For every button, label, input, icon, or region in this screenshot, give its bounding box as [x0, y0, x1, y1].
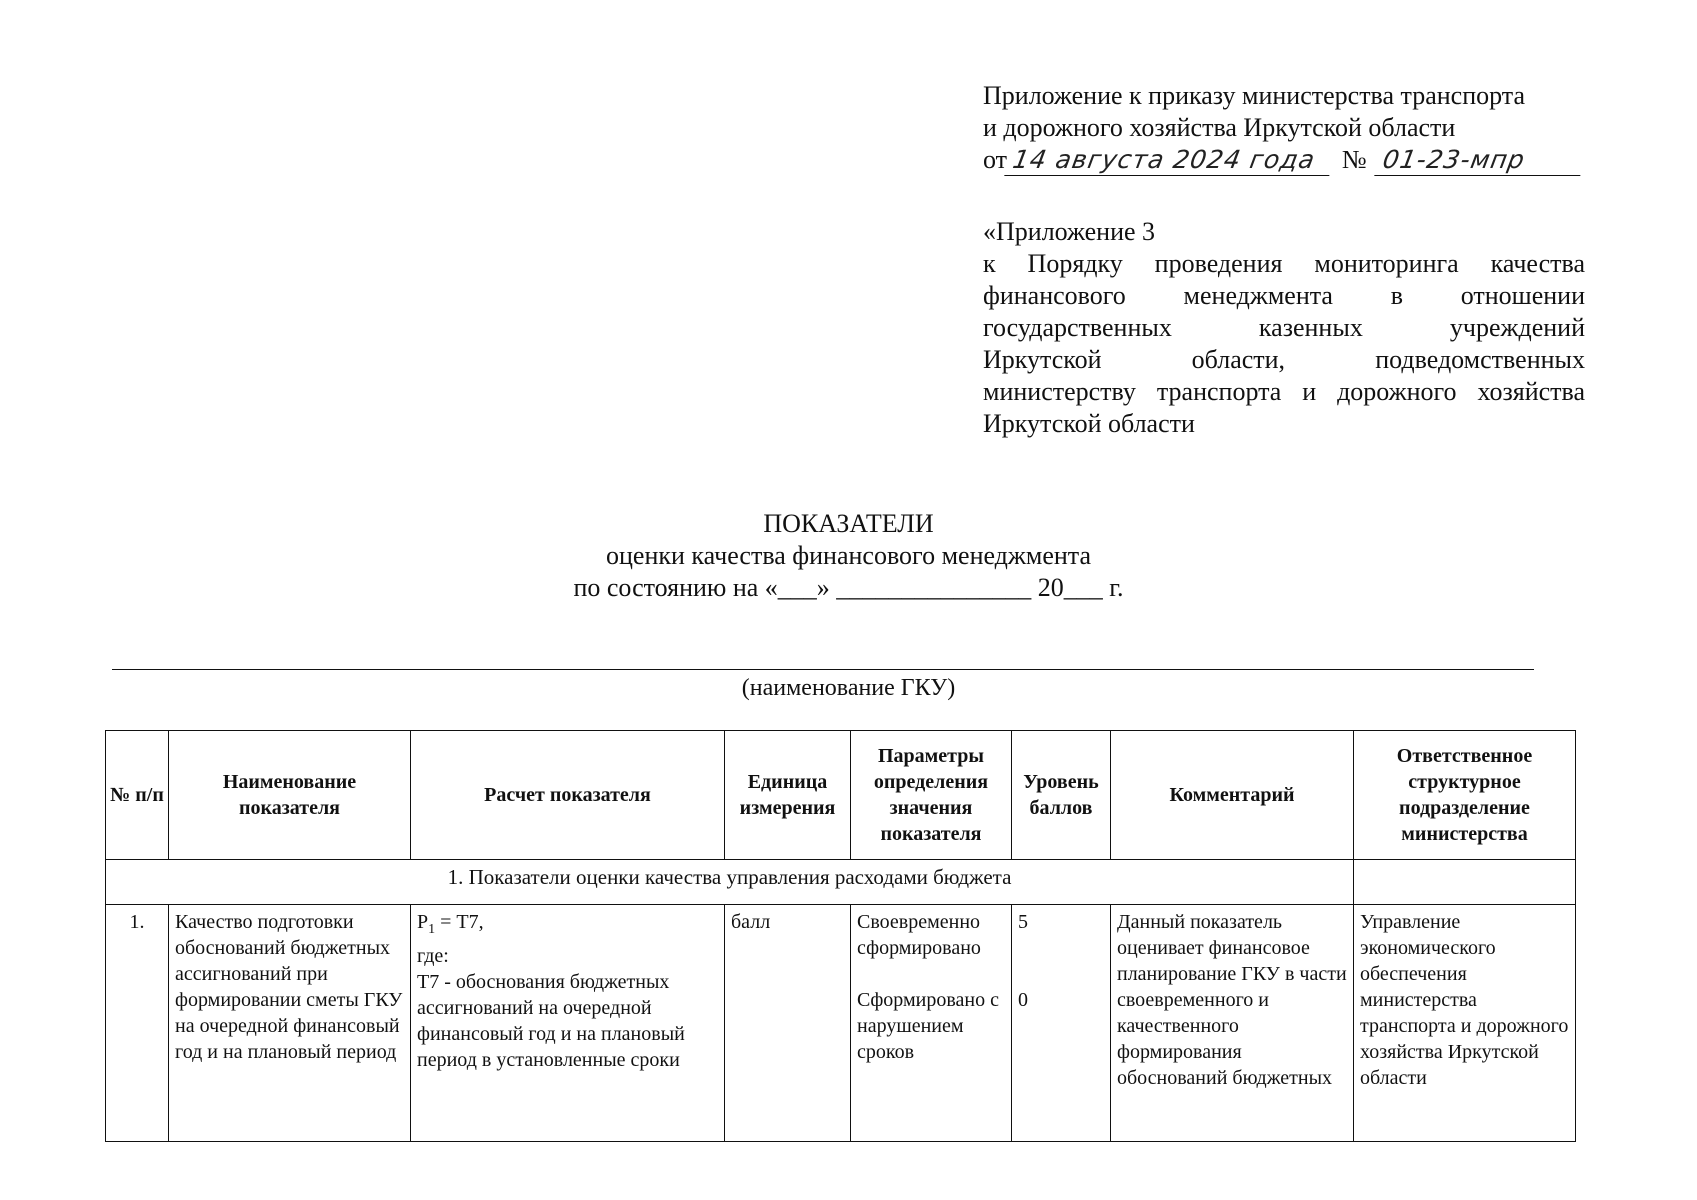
- row-dept: Управление экономического обеспечения министерства транспорта и дорожного хозяйства Иркутской области: [1354, 905, 1576, 1142]
- appendix-title: «Приложение 3: [983, 217, 1156, 246]
- param-on-time: Своевременно сформировано: [857, 911, 981, 959]
- header-dept: Ответственное структурное подразделение министерства: [1354, 731, 1576, 860]
- gku-name-line: [112, 669, 1534, 670]
- document-title: [0, 508, 1697, 604]
- row-calc: [411, 905, 725, 1142]
- appendix-line-2: финансового менеджмента в отношении: [983, 281, 1585, 310]
- section-row: [106, 860, 1576, 905]
- row-unit: балл: [725, 905, 851, 1142]
- title-sub-1: оценки качества финансового менеджмента: [606, 541, 1091, 570]
- header-num: № п/п: [106, 731, 169, 860]
- handwritten-date: 14 августа 2024 года: [1004, 145, 1334, 176]
- param-late: Сформировано с нарушением сроков: [857, 989, 999, 1063]
- header-calc: Расчет показателя: [411, 731, 725, 860]
- appendix-line-5: министерству транспорта и дорожного хозяйства: [983, 377, 1585, 406]
- table-row: [106, 905, 1576, 1142]
- header-unit: Единица измерения: [725, 731, 851, 860]
- calc-formula-rest: = Т7,: [435, 911, 484, 933]
- indicators-table: [105, 730, 1576, 1142]
- row-comment: Данный показатель оценивает финансовое планирование ГКУ в части своевременного и качественного формирования обоснований бюджетных: [1111, 905, 1354, 1142]
- title-sub-2: по состоянию на «___» _______________ 20___ г.: [573, 573, 1124, 602]
- order-date-number-line: [983, 144, 1583, 176]
- header-score: Уровень баллов: [1012, 731, 1111, 860]
- calc-formula: [417, 909, 718, 943]
- header-comment: Комментарий: [1111, 731, 1354, 860]
- handwritten-number: 01-23-мпр: [1374, 145, 1586, 176]
- gku-caption: (наименование ГКУ): [741, 675, 956, 701]
- appendix-line-3: государственных казенных учреждений: [983, 313, 1585, 342]
- row-score: [1012, 905, 1111, 1142]
- score-on-time: 5: [1018, 911, 1028, 933]
- header-params: Параметры определения значения показателя: [851, 731, 1012, 860]
- order-header-line-2: и дорожного хозяйства Иркутской области: [983, 113, 1456, 142]
- row-num: 1.: [106, 905, 169, 1142]
- section-title: 1. Показатели оценки качества управления расходами бюджета: [106, 860, 1354, 905]
- calc-formula-p: P: [417, 911, 429, 933]
- table-header-row: [106, 731, 1576, 860]
- section-empty-cell: [1354, 860, 1576, 905]
- appendix-line-4: Иркутской области, подведомственных: [983, 345, 1585, 374]
- calc-formula-sub: 1: [428, 922, 436, 937]
- appendix-block: [983, 216, 1585, 440]
- header-name: Наименование показателя: [169, 731, 411, 860]
- order-header-line-1: Приложение к приказу министерства транспорта: [983, 81, 1525, 110]
- from-label: от: [983, 145, 1008, 174]
- order-header: [983, 80, 1583, 176]
- row-params: [851, 905, 1012, 1142]
- score-late: 0: [1018, 989, 1028, 1011]
- calc-description: Т7 - обоснования бюджетных ассигнований на очередной финансовый год и на плановый период в установленные сроки: [417, 971, 685, 1071]
- title-main: ПОКАЗАТЕЛИ: [763, 509, 934, 538]
- appendix-line-1: к Порядку проведения мониторинга качества: [983, 249, 1585, 278]
- calc-where: где:: [417, 945, 449, 967]
- number-label: №: [1341, 145, 1367, 174]
- appendix-line-6: Иркутской области: [983, 409, 1195, 438]
- row-name: Качество подготовки обоснований бюджетных ассигнований при формировании сметы ГКУ на очередной финансовый год и на плановый период: [169, 905, 411, 1142]
